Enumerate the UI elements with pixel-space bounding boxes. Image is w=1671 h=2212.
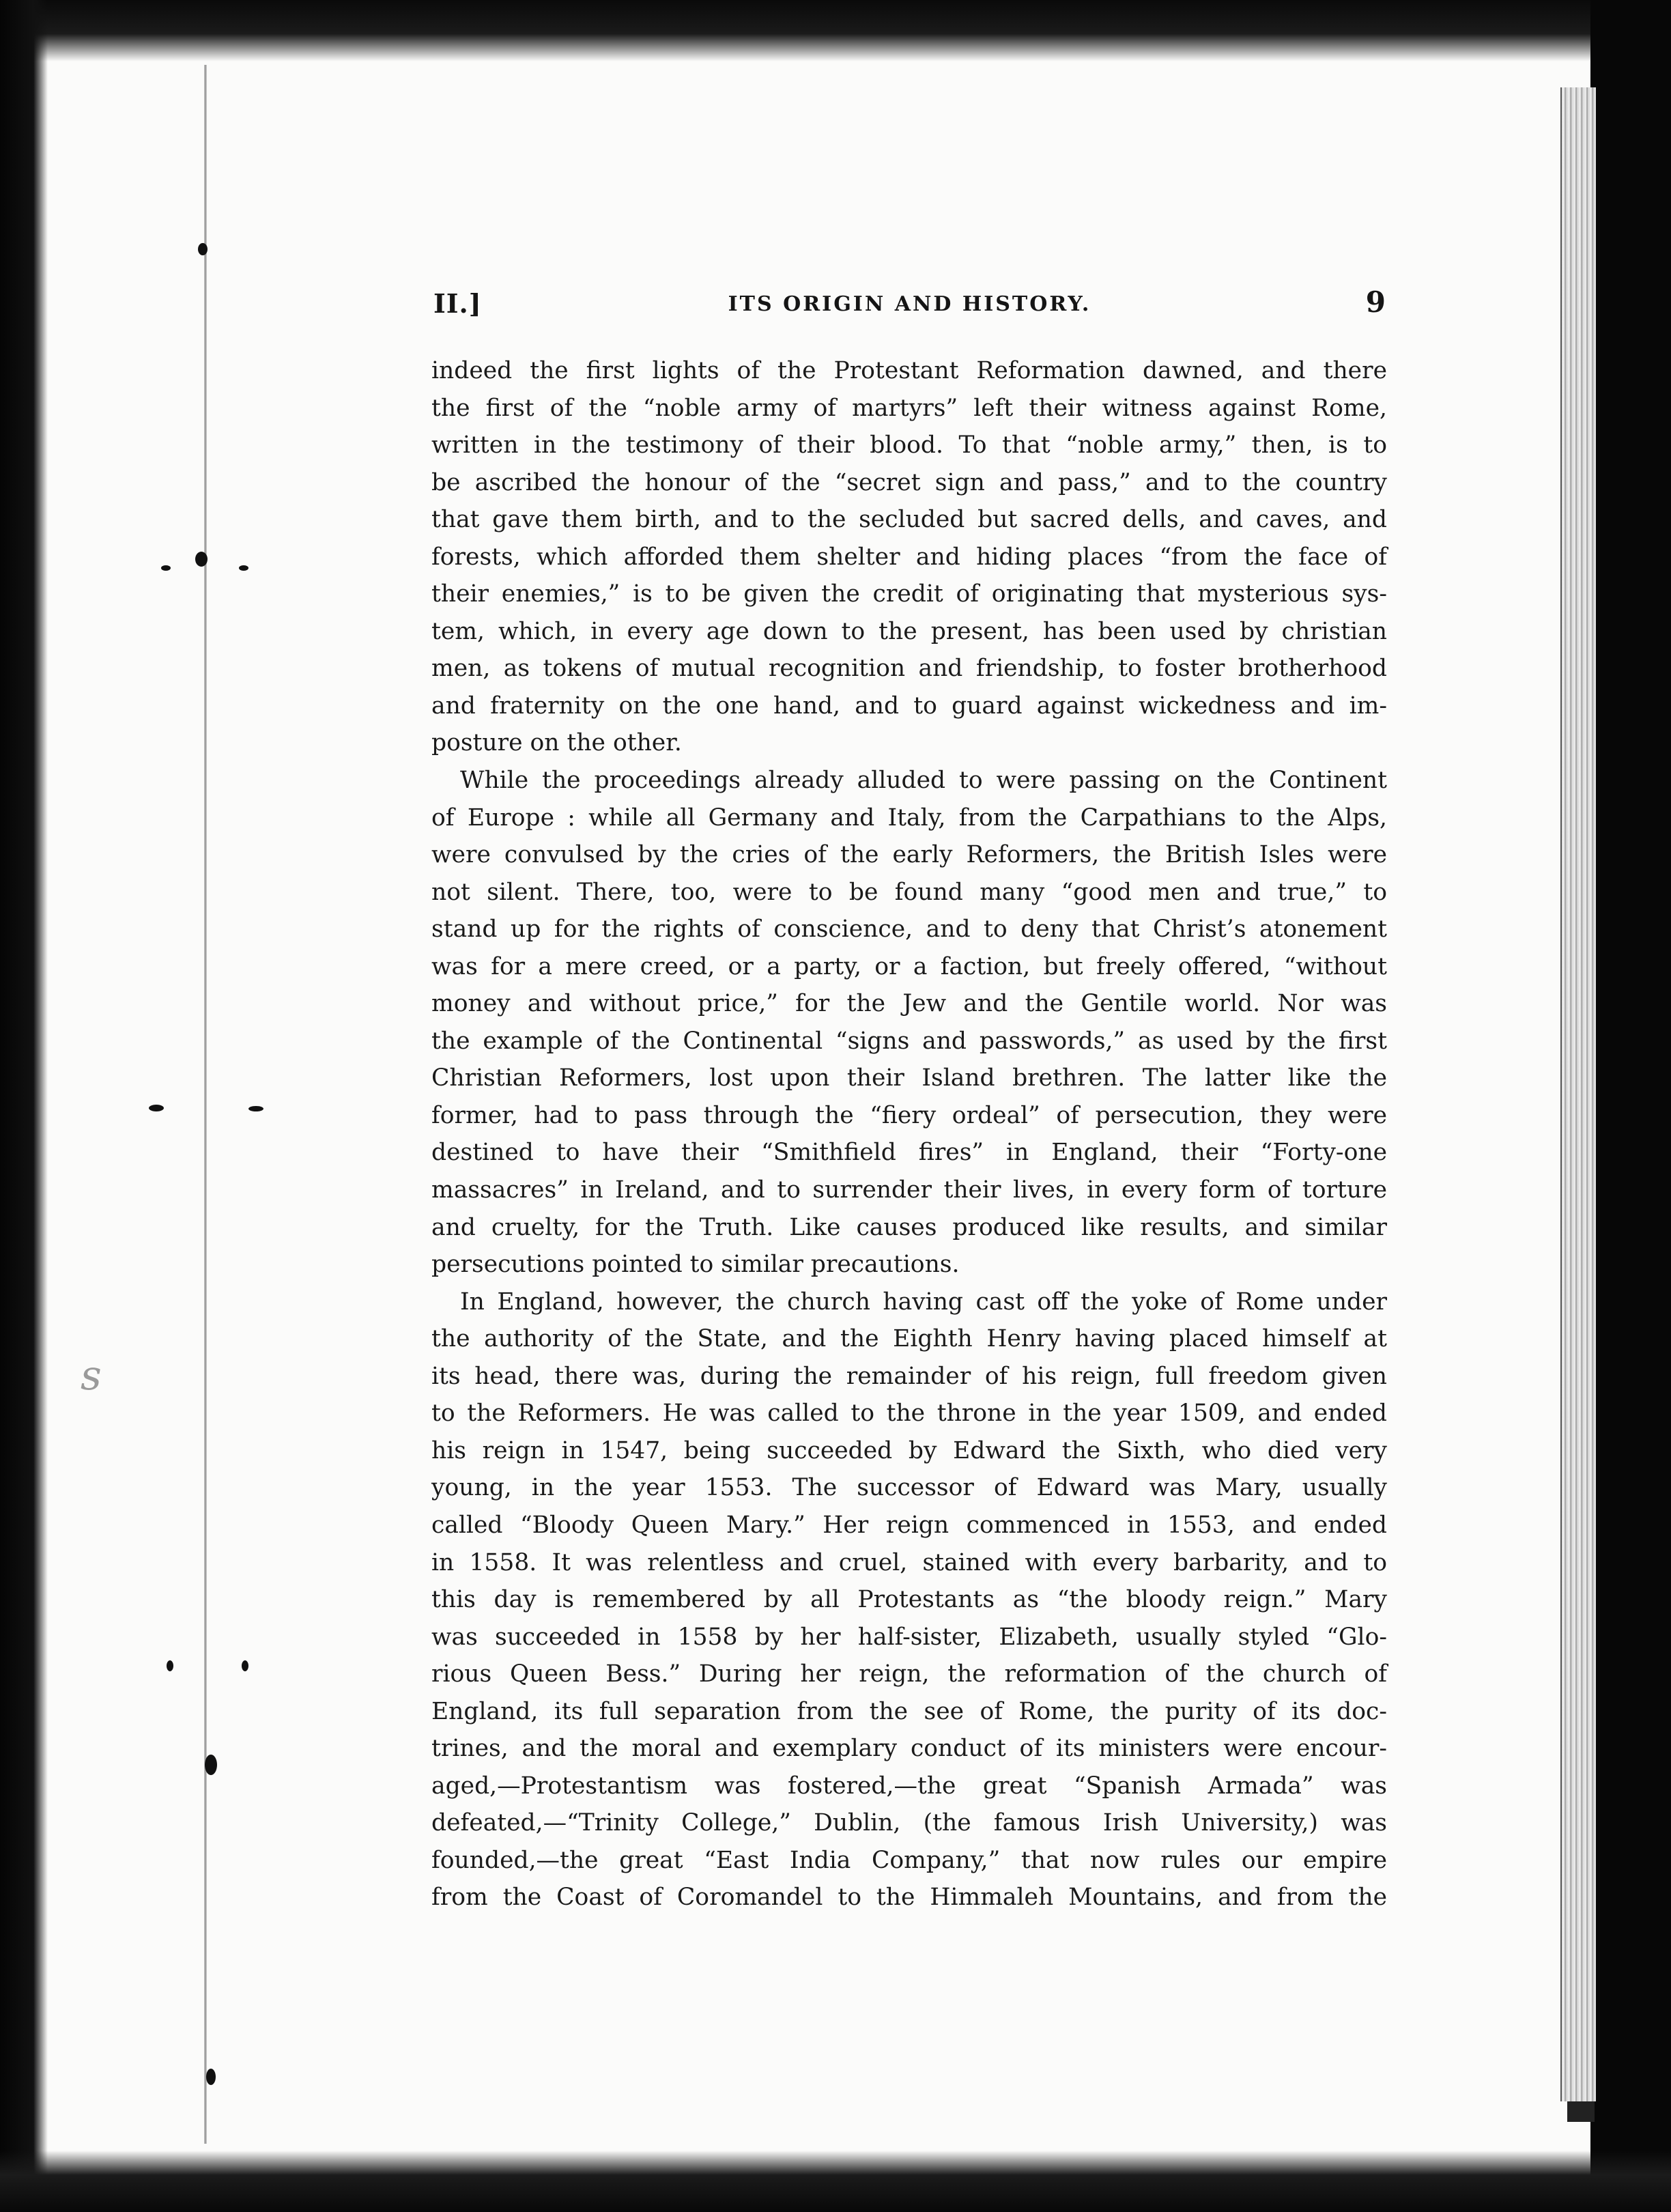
- text-line: his reign in 1547, being succeeded by Edward the Sixth, who died very: [431, 1436, 1387, 1464]
- text-line: Christian Reformers, lost upon their Island brethren. The latter like the: [431, 1064, 1387, 1092]
- body-text: [431, 352, 1387, 1916]
- text-line: tem, which, in every age down to the present, has been used by christian: [431, 617, 1387, 645]
- page-number: 9: [1365, 285, 1386, 319]
- chapter-number: II.]: [433, 288, 482, 319]
- text-line: destined to have their “Smithfield fires” in England, their “Forty-one: [431, 1139, 1387, 1167]
- text-line: this day is remembered by all Protestants as “the bloody reign.” Mary: [431, 1586, 1387, 1614]
- text-line: aged,—Protestantism was fostered,—the great “Spanish Armada” was: [431, 1772, 1387, 1800]
- text-line: not silent. There, too, were to be found many “good men and true,” to: [431, 878, 1387, 906]
- text-line: young, in the year 1553. The successor of Edward was Mary, usually: [431, 1474, 1387, 1502]
- text-line: the example of the Continental “signs and passwords,” as used by the first: [431, 1027, 1387, 1055]
- text-line: money and without price,” for the Jew and the Gentile world. Nor was: [431, 990, 1387, 1018]
- binding-hole-mark: [149, 1105, 164, 1111]
- text-line: was for a mere creed, or a party, or a faction, but freely offered, “without: [431, 952, 1387, 980]
- text-line: that gave them birth, and to the secluded but sacred dells, and caves, and: [431, 506, 1387, 534]
- text-line: persecutions pointed to similar precautions.: [431, 1251, 960, 1279]
- text-line: was succeeded in 1558 by her half-sister, Elizabeth, usually styled “Glo-: [431, 1623, 1387, 1651]
- binding-hole-mark: [195, 552, 208, 567]
- text-line: from the Coast of Coromandel to the Himmaleh Mountains, and from the: [431, 1884, 1387, 1912]
- text-line: indeed the first lights of the Protestant Reformation dawned, and there: [431, 357, 1387, 384]
- text-line: in 1558. It was relentless and cruel, stained with every barbarity, and to: [431, 1548, 1387, 1576]
- binding-hole-mark: [205, 1755, 217, 1775]
- binding-hole-mark: [167, 1660, 173, 1671]
- binding-hole-mark: [161, 565, 171, 571]
- paragraph-first-line: While the proceedings already alluded to were passing on the Continent: [460, 767, 1387, 795]
- text-line: stand up for the rights of conscience, and to deny that Christ’s atonement: [431, 916, 1387, 944]
- text-line: the first of the “noble army of martyrs” left their witness against Rome,: [431, 394, 1387, 422]
- text-line: trines, and the moral and exemplary conduct of its ministers were encour-: [431, 1735, 1387, 1763]
- text-line: founded,—the great “East India Company,” that now rules our empire: [431, 1846, 1387, 1874]
- running-title: ITS ORIGIN AND HISTORY.: [728, 292, 1091, 316]
- binding-hole-mark: [198, 243, 208, 255]
- scan-border-right: [1590, 0, 1671, 2212]
- text-line: their enemies,” is to be given the credit of originating that mysterious sys-: [431, 580, 1387, 608]
- text-line: men, as tokens of mutual recognition and friendship, to foster brotherhood: [431, 655, 1387, 683]
- text-line: its head, there was, during the remainder of his reign, full freedom given: [431, 1362, 1387, 1390]
- text-line: written in the testimony of their blood. To that “noble army,” then, is to: [431, 431, 1387, 459]
- text-line: to the Reformers. He was called to the throne in the year 1509, and ended: [431, 1400, 1387, 1428]
- text-line: of Europe : while all Germany and Italy, from the Carpathians to the Alps,: [431, 804, 1387, 832]
- text-line: and fraternity on the one hand, and to guard against wickedness and im-: [431, 692, 1387, 720]
- text-line: called “Bloody Queen Mary.” Her reign commenced in 1553, and ended: [431, 1511, 1387, 1539]
- binding-hole-mark: [206, 2069, 216, 2085]
- paragraph-first-line: In England, however, the church having cast off the yoke of Rome under: [460, 1288, 1387, 1316]
- text-line: former, had to pass through the “fiery ordeal” of persecution, they were: [431, 1101, 1387, 1129]
- text-line: and cruelty, for the Truth. Like causes produced like results, and similar: [431, 1213, 1387, 1241]
- text-line: England, its full separation from the see of Rome, the purity of its doc-: [431, 1697, 1387, 1725]
- book-edge-shadow: [1567, 2101, 1595, 2122]
- binding-gutter: [204, 65, 207, 2144]
- running-head: [433, 285, 1386, 333]
- text-line: forests, which afforded them shelter and hiding places “from the face of: [431, 543, 1387, 571]
- book-page-edges: [1560, 87, 1596, 2101]
- binding-hole-mark: [242, 1660, 248, 1671]
- scan-border-left: [0, 0, 48, 2212]
- text-line: rious Queen Bess.” During her reign, the reformation of the church of: [431, 1660, 1387, 1688]
- binding-hole-mark: [239, 565, 248, 571]
- text-line: the authority of the State, and the Eighth Henry having placed himself at: [431, 1325, 1387, 1353]
- text-line: were convulsed by the cries of the early Reformers, the British Isles were: [431, 841, 1387, 869]
- binding-hole-mark: [248, 1106, 263, 1111]
- text-line: posture on the other.: [431, 729, 682, 757]
- scan-border-bottom: [0, 2151, 1671, 2212]
- scan-border-top: [0, 0, 1671, 61]
- pencil-mark: s: [81, 1352, 102, 1400]
- text-line: massacres” in Ireland, and to surrender their lives, in every form of torture: [431, 1176, 1387, 1204]
- text-line: be ascribed the honour of the “secret sign and pass,” and to the country: [431, 468, 1387, 496]
- text-line: defeated,—“Trinity College,” Dublin, (the famous Irish University,) was: [431, 1809, 1387, 1837]
